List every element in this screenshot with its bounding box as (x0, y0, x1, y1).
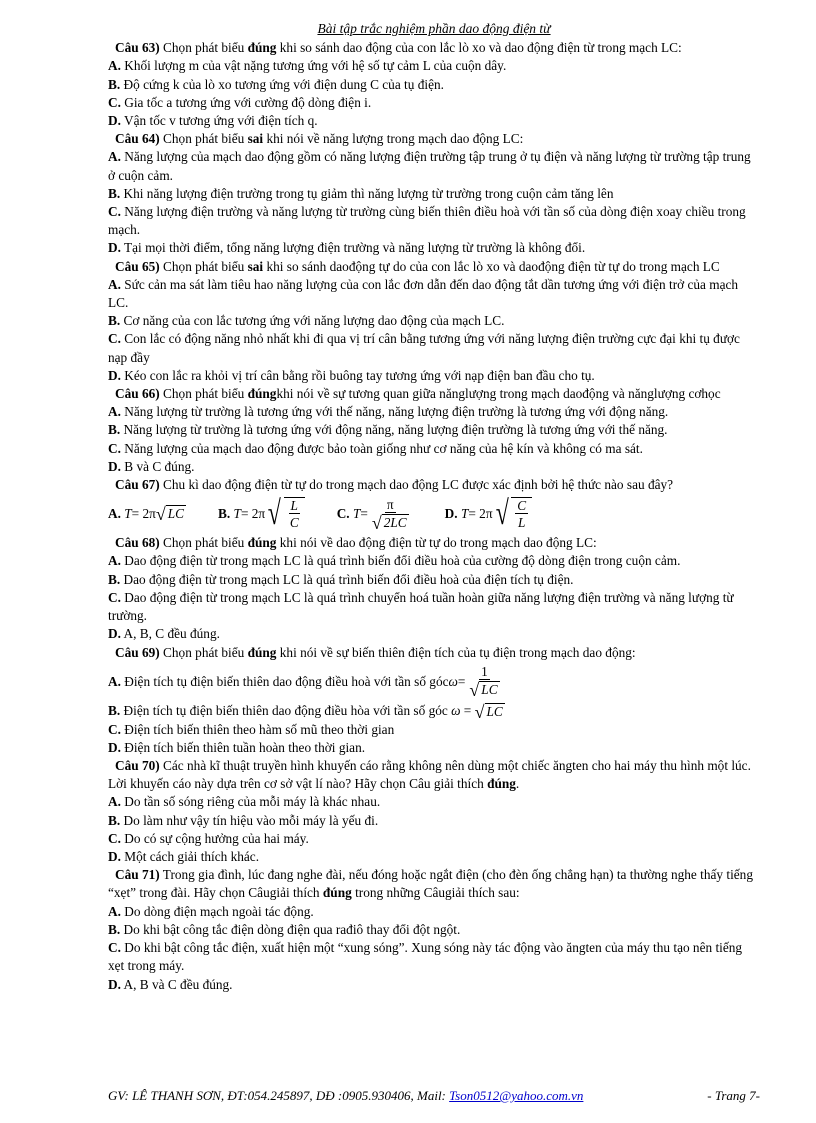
footer-author: GV: LÊ THANH SƠN, ĐT:054.245897, DĐ :0905.930406, Mail: Tson0512@yahoo.com.vn (108, 1088, 584, 1103)
question-number: Câu 65) (115, 258, 160, 274)
option-d: D. T = 2π √ $\frac{C}{L}$ (445, 497, 532, 531)
option-a: A. Năng lượng từ trường là tương ứng với thế năng, năng lượng điện trường là tương ứng với động năng. (108, 404, 669, 420)
option-c: C. Con lắc có động năng nhỏ nhất khi đi qua vị trí cân bằng tương ứng với năng lượng điện trường cực đại khi tụ được nạp đầy (108, 331, 740, 365)
option-a: A. Do tần số sóng riêng của mỗi máy là khác nhau. (108, 794, 381, 810)
page-header: Bài tập trắc nghiệm phần dao động điện từ (317, 21, 551, 36)
option-c: C. Do khi bật công tắc điện, xuất hiện một “xung sóng”. Xung sóng này tác động vào ăngten của máy thu tạo nên tiếng xẹt trong máy. (108, 940, 743, 974)
question-65 (108, 258, 760, 385)
option-c: C. Điện tích biến thiên theo hàm số mũ theo thời gian (108, 721, 395, 737)
question-stem: Câu 70) Các nhà kĩ thuật truyền hình khuyến cáo rằng không nên dùng một chiếc ăngten cho hai máy thu hình một lúc. Lời khuyến cáo này dựa trên cơ sở vật lí nào? Hãy chọn Câu giải thích đúng. (108, 758, 751, 792)
option-b: B. Điện tích tụ điện biến thiên dao động điều hòa với tần số góc ω = √ LC (108, 701, 503, 722)
option-c: C. Dao động điện từ trong mạch LC là quá trình chuyển hoá tuần hoàn giữa năng lượng điện trường và năng lượng từ trường. (108, 589, 734, 624)
question-66 (108, 385, 760, 476)
option-d: D. Một cách giải thích khác. (108, 849, 260, 865)
option-b: B. Dao động điện từ trong mạch LC là quá trình biến đổi điều hoà của điện tích tụ điện. (108, 571, 574, 587)
question-number: Câu 66) (115, 386, 160, 402)
question-64 (108, 130, 760, 257)
question-stem: Câu 68) Chọn phát biểu đúng khi nói về dao động điện từ tự do trong mạch dao động LC: (115, 535, 597, 551)
question-number: Câu 67) (115, 477, 160, 493)
question-stem: Câu 69) Chọn phát biểu đúng khi nói về sự biến thiên điện tích của tụ điện trong mạch dao động: (115, 644, 636, 660)
option-a: A. T = 2π √ LC (108, 504, 185, 525)
option-d: D. Kéo con lắc ra khỏi vị trí cân bằng rồi buông tay tương ứng với nạp điện ban đầu cho tụ. (108, 367, 595, 383)
option-a: A. Do dòng điện mạch ngoài tác động. (108, 903, 314, 919)
option-d: D. A, B và C đều đúng. (108, 976, 233, 992)
question-stem: Câu 64) Chọn phát biểu sai khi nói về năng lượng trong mạch dao động LC: (115, 131, 524, 147)
option-a: A. Năng lượng của mạch dao động gồm có năng lượng điện trường tập trung ở tụ điện và năng lượng từ trường tập trung ở cuộn cảm. (108, 149, 751, 183)
option-b: B. Khi năng lượng điện trường trong tụ giảm thì năng lượng từ trường trong cuộn cảm tăng lên (108, 185, 614, 201)
email-link[interactable]: Tson0512@yahoo.com.vn (449, 1088, 584, 1103)
sqrt-symbol: √ $\frac{C}{L}$ (493, 497, 533, 531)
question-number: Câu 71) (115, 867, 160, 883)
option-b: B. Cơ năng của con lắc tương ứng với năng lượng dao động của mạch LC. (108, 313, 505, 329)
question-number: Câu 69) (115, 644, 160, 660)
sqrt-symbol: √ LC (155, 504, 185, 525)
question-number: Câu 63) (115, 40, 160, 56)
question-number: Câu 68) (115, 535, 160, 551)
option-d: D. A, B, C đều đúng. (108, 626, 220, 642)
sqrt-symbol: √ $\frac{L}{C}$ (265, 497, 305, 531)
question-70 (108, 757, 760, 866)
option-a: A. Dao động điện từ trong mạch LC là quá trình biến đổi điều hoà của cường độ dòng điện trong cuộn cảm. (108, 553, 681, 569)
option-c: C. Năng lượng của mạch dao động được bảo toàn giống như cơ năng của hệ kín và không có ma sát. (108, 440, 643, 456)
question-stem: Câu 65) Chọn phát biểu sai khi so sánh daođộng tự do của con lắc lò xo và daođộng điện từ tự do trong mạch LC (115, 258, 720, 274)
question-68 (108, 534, 760, 643)
page-footer (108, 1088, 760, 1104)
question-67 (108, 476, 760, 534)
question-number: Câu 64) (115, 131, 160, 147)
question-stem: Câu 67) Chu kì dao động điện từ tự do trong mạch dao động LC được xác định bởi hệ thức nào sau đây? (115, 477, 674, 493)
option-b: B. Do làm như vậy tín hiệu vào mỗi máy là yếu đi. (108, 812, 379, 828)
option-c: C. Gia tốc a tương ứng với cường độ dòng điện i. (108, 94, 372, 110)
option-b: B. Do khi bật công tắc điện dòng điện qua rađiô thay đổi đột ngột. (108, 921, 461, 937)
option-d: D. Điện tích biến thiên tuần hoàn theo thời gian. (108, 739, 366, 755)
question-stem: Câu 71) Trong gia đình, lúc đang nghe đài, nếu đóng hoặc ngắt điện (cho đèn ống chẳng hạn) ta thường nghe thấy tiếng “xẹt” trong đài. Hãy chọn Câugiải thích đúng trong những Câugiải thích sau: (108, 867, 753, 901)
option-b: B. Độ cứng k của lò xo tương ứng với điện dung C của tụ điện. (108, 76, 444, 92)
question-69 (108, 644, 760, 758)
option-c: C. Do có sự cộng hưởng của hai máy. (108, 830, 309, 846)
option-d: D. B và C đúng. (108, 458, 195, 474)
option-b: B. Năng lượng từ trường là tương ứng với động năng, năng lượng điện trường là tương ứng với thế năng. (108, 422, 668, 438)
option-c: C. Năng lượng điện trường và năng lượng từ trường cùng biến thiên điều hoà với tần số của dòng điện xoay chiều trong mạch. (108, 204, 746, 238)
question-stem: Câu 66) Chọn phát biểu đúngkhi nói về sự tương quan giữa nănglượng trong mạch daođộng và nănglượng cơhọc (115, 386, 721, 402)
question-63 (108, 39, 760, 130)
question-stem: Câu 63) Chọn phát biểu đúng khi so sánh dao động của con lắc lò xo và dao động điện từ trong mạch LC: (115, 40, 682, 56)
question-number: Câu 70) (115, 758, 160, 774)
option-d: D. Vận tốc v tương ứng với điện tích q. (108, 113, 318, 129)
question-71 (108, 866, 760, 993)
option-a: A. Điện tích tụ điện biến thiên dao động điều hoà với tần số góc ω = 1 √ LC (108, 664, 498, 701)
formula-options (108, 494, 760, 534)
page-number: - Trang 7- (707, 1088, 760, 1103)
option-a: A. Khối lượng m của vật nặng tương ứng với hệ số tự cảm L của cuộn dây. (108, 58, 507, 74)
page-content (108, 20, 760, 994)
option-b: B. T = 2π √ $\frac{L}{C}$ (218, 497, 305, 531)
option-c: C. T = π √ 2LC (336, 496, 407, 533)
option-a: A. Sức cản ma sát làm tiêu hao năng lượng của con lắc đơn dẫn đến dao động tắt dần tương ứng với điện trở của mạch LC. (108, 276, 739, 311)
option-d: D. Tại mọi thời điểm, tổng năng lượng điện trường và năng lượng từ trường là không đổi. (108, 240, 586, 256)
